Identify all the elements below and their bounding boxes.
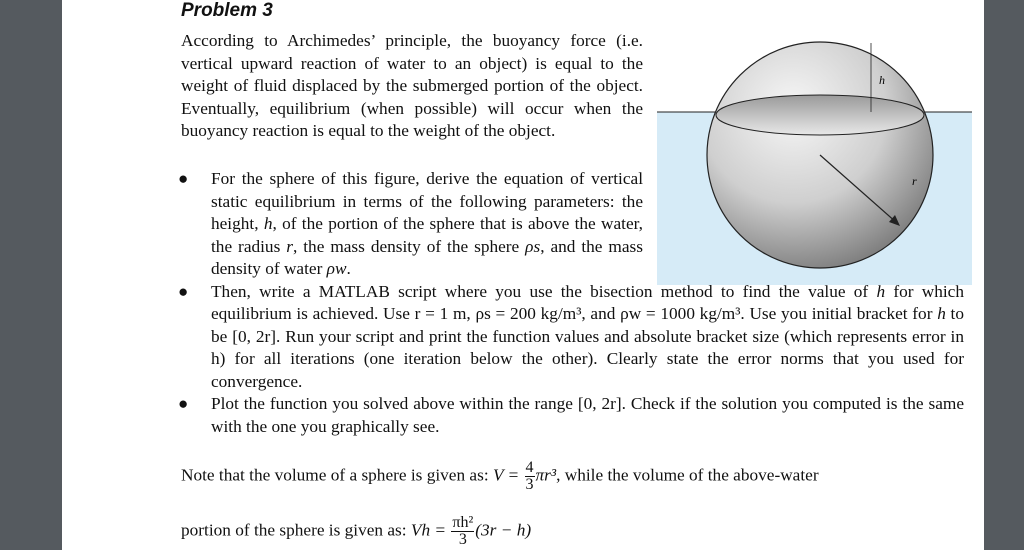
intro-paragraph: According to Archimedes’ principle, the buoyancy force (i.e. vertical upward reaction of water to an object) is equal to the weight of fluid displaced by the submerged portion of the object. Eventually, equilibrium (when possible) will occur when the buoyancy reaction is equal to the weight of the object. <box>181 31 643 140</box>
viewer-right-gutter <box>984 0 1024 550</box>
bullet-icon: ● <box>178 394 189 413</box>
cap-volume-lhs: Vh = <box>410 520 447 540</box>
bullet-icon: ● <box>178 281 189 301</box>
list-item: ● Plot the function you solved above within the range [0, 2r]. Check if the solution you computed is the same with the one you graphically see. <box>178 394 964 436</box>
cap-volume-fraction: $\frac{\text{πh²}}{3}$ <box>452 514 474 548</box>
sphere-volume-fraction: $\frac{4}{3}$ <box>525 459 534 493</box>
viewer-left-gutter <box>0 0 62 550</box>
cap-volume-rhs: (3r − h) <box>475 520 532 540</box>
cap-volume-line: portion of the sphere is given as: Vh = $\frac{\text{πh²}}{3}$ (3r − h) <box>181 514 532 548</box>
sphere-volume-rhs: πr³ <box>535 465 557 485</box>
problem-heading: Problem 3 <box>181 0 273 21</box>
document-page <box>62 0 984 550</box>
sphere-volume-lhs: V = <box>492 465 520 485</box>
list-item: ● Then, write a MATLAB script where you use the bisection method to find the value of h for which equilibrium is achieved. Use r = 1 m, ρs = 200 kg/m³, and ρw = 1000 kg/m³. Use you initial bracket for h to be [0, 2r]. Run your script and print the function values and absolute bracket size (which represents error in h) for all iterations (one iteration below the other). Clearly state the error norms that you used for convergence. <box>178 281 964 391</box>
task-list <box>174 168 964 438</box>
sphere-volume-line: Note that the volume of a sphere is given as: V = $\frac{4}{3}$ πr³, while the volume of the above-water <box>181 459 819 493</box>
list-item: ● For the sphere of this figure, derive the equation of vertical static equilibrium in terms of the following parameters: the height, h, of the portion of the sphere that is above the water, the radius r, the mass density of the sphere ρs, and the mass density of water ρw. <box>178 169 643 278</box>
h-label: h <box>879 73 885 87</box>
bullet-icon: ● <box>178 169 189 188</box>
r-label: r <box>912 174 917 188</box>
waterline-section <box>716 95 924 135</box>
